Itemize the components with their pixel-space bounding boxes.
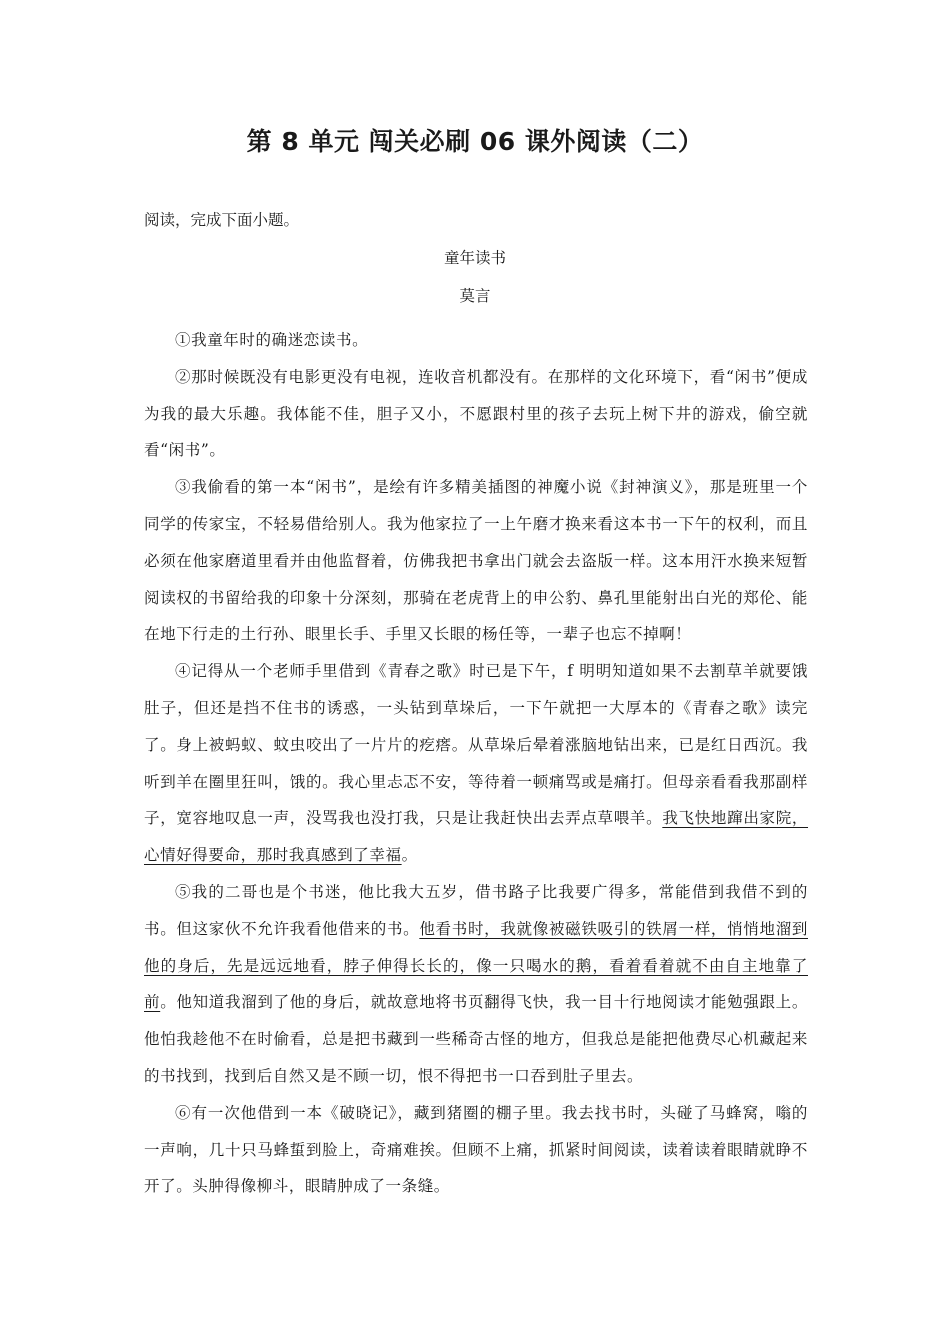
paragraph-text: ①我童年时的确迷恋读书。 <box>175 331 369 349</box>
article-title: 童年读书 <box>443 249 506 267</box>
underlined-sentence: 他看书时，我就像被磁铁吸引的铁屑一样，悄悄地溜到他的身后，先是远远地看，脖子伸得长长的，像一只喝水的鹅，看着看着就不由自主地靠了前 <box>144 919 808 1012</box>
page-title: 第 8 单元 闯关必刷 06 课外阅读（二） <box>246 127 704 156</box>
paragraph-2 <box>144 359 808 469</box>
instruction-text: 阅读，完成下面小题。 <box>144 211 300 229</box>
paragraph-4 <box>144 653 808 874</box>
paragraph-text: ⑤我的二哥也是个书迷，他比我大五岁，借书路子比我要广得多，常能借到我借不到的书。但这家伙不允许我看他借来的书。 <box>144 882 808 938</box>
paragraph-text: 。 <box>401 846 418 865</box>
paragraph-6 <box>144 1095 808 1205</box>
paragraph-text: ③我偷看的第一本“闲书”，是绘有许多精美插图的神魔小说《封神演义》，那是班里一个同学的传家宝，不轻易借给别人。我为他家拉了一上午磨才换来看这本书一下午的权利，而且必须在他家磨道里看并由他监督着，仿佛我把书拿出门就会去盗版一样。这本用汗水换来短暂阅读权的书留给我的印象十分深刻，那骑在老虎背上的申公豹、鼻孔里能射出白光的郑伦、能在地下行走的土行孙、眼里长手、手里又长眼的杨任等，一辈子也忘不掉啊！ <box>144 478 808 644</box>
paragraph-text: ②那时候既没有电影更没有电视，连收音机都没有。在那样的文化环境下，看“闲书”便成为我的最大乐趣。我体能不佳，胆子又小，不愿跟村里的孩子去玩上树下井的游戏，偷空就看“闲书”。 <box>144 367 808 460</box>
paragraph-1 <box>144 322 808 359</box>
paragraph-text: ⑥有一次他借到一本《破晓记》，藏到猪圈的棚子里。我去找书时，头碰了马蜂窝，嗡的一声响，几十只马蜂蜇到脸上，奇痛难挨。但顾不上痛，抓紧时间阅读，读着读着眼睛就睁不开了。头肿得像柳斗，眼睛肿成了一条缝。 <box>144 1103 808 1196</box>
paragraph-3 <box>144 469 808 653</box>
paragraph-5 <box>144 874 808 1095</box>
paragraph-text: 。他知道我溜到了他的身后，就故意地将书页翻得飞快，我一目十行地阅读才能勉强跟上。他怕我趁他不在时偷看，总是把书藏到一些稀奇古怪的地方，但我总是能把他费尽心机藏起来的书找到，找到后自然又是不顾一切，恨不得把书一口吞到肚子里去。 <box>144 993 808 1085</box>
underlined-sentence: 我飞快地蹿出家院，心情好得要命，那时我真感到了幸福 <box>144 809 809 865</box>
article-body <box>144 322 808 1205</box>
paragraph-text: ④记得从一个老师手里借到《青春之歌》时已是下午，f 明明知道如果不去割草羊就要饿肚子，但还是挡不住书的诱惑，一头钻到草垛后，一下午就把一大厚本的《青春之歌》读完了。身上被蚂蚁、蚊虫咬出了一片片的疙瘩。从草垛后晕着涨脑地钻出来，已是红日西沉。我听到羊在圈里狂叫，饿的。我心里忐忑不安，等待着一顿痛骂或是痛打。但母亲看看我那副样子，宽容地叹息一声，没骂我也没打我，只是让我赶快出去弄点草喂羊。 <box>144 662 808 828</box>
article-author: 莫言 <box>459 287 491 305</box>
